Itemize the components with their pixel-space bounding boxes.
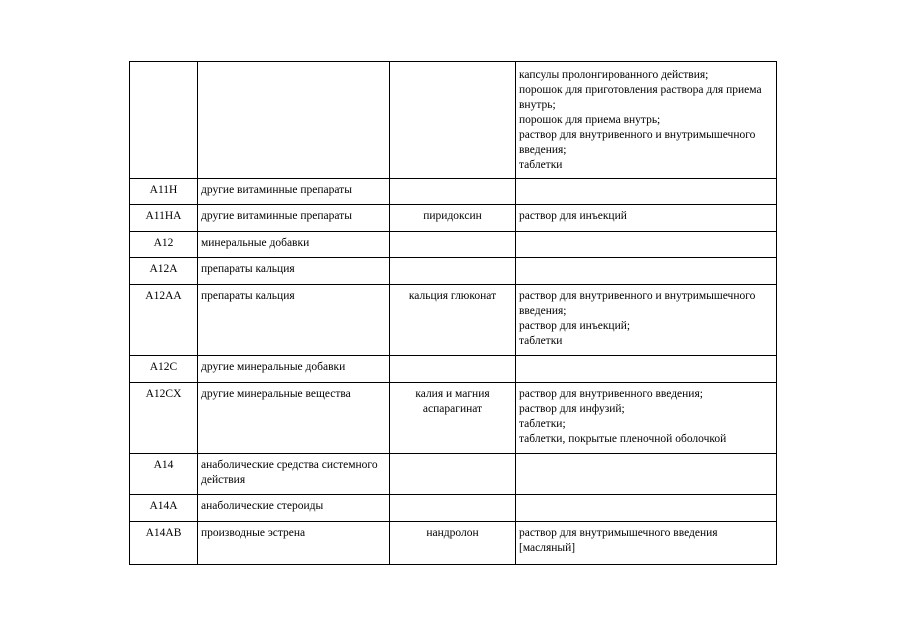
- group-name-cell: препараты кальция: [198, 258, 390, 285]
- dosage-form-cell: раствор для внутримышечного введения [масляный]: [516, 522, 777, 565]
- atc-code-cell: A11HA: [130, 205, 198, 232]
- table-row: [130, 205, 777, 232]
- group-name-cell: анаболические средства системного действия: [198, 454, 390, 495]
- group-name-cell: производные эстрена: [198, 522, 390, 565]
- group-name-cell: другие минеральные вещества: [198, 383, 390, 454]
- table-row: [130, 495, 777, 522]
- atc-code-cell: A14AB: [130, 522, 198, 565]
- table-row: [130, 522, 777, 565]
- table-row: [130, 356, 777, 383]
- atc-code-cell: A14: [130, 454, 198, 495]
- atc-code-cell: A12AA: [130, 285, 198, 356]
- dosage-form-cell: капсулы пролонгированного действия; порошок для приготовления раствора для приема внутрь; порошок для приема внутрь; раствор для внутривенного и внутримышечного введения; таблетки: [516, 62, 777, 179]
- dosage-form-cell: [516, 258, 777, 285]
- atc-code-cell: A14A: [130, 495, 198, 522]
- dosage-form-cell: [516, 232, 777, 258]
- drug-name-cell: [390, 232, 516, 258]
- dosage-form-cell: [516, 495, 777, 522]
- atc-code-cell: A12A: [130, 258, 198, 285]
- atc-code-cell: A11H: [130, 179, 198, 205]
- dosage-form-cell: [516, 179, 777, 205]
- atc-code-cell: A12CX: [130, 383, 198, 454]
- atc-code-cell: [130, 62, 198, 179]
- dosage-form-cell: раствор для внутривенного и внутримышечного введения; раствор для инъекций; таблетки: [516, 285, 777, 356]
- group-name-cell: [198, 62, 390, 179]
- dosage-form-cell: [516, 454, 777, 495]
- atc-code-cell: A12C: [130, 356, 198, 383]
- table-row: [130, 232, 777, 258]
- table-row: [130, 285, 777, 356]
- drug-name-cell: [390, 356, 516, 383]
- group-name-cell: другие витаминные препараты: [198, 179, 390, 205]
- drug-name-cell: пиридоксин: [390, 205, 516, 232]
- table-row: [130, 62, 777, 179]
- drug-name-cell: [390, 495, 516, 522]
- dosage-form-cell: [516, 356, 777, 383]
- table-row: [130, 179, 777, 205]
- drug-name-cell: калия и магния аспарагинат: [390, 383, 516, 454]
- table-row: [130, 258, 777, 285]
- group-name-cell: минеральные добавки: [198, 232, 390, 258]
- drug-name-cell: [390, 62, 516, 179]
- group-name-cell: анаболические стероиды: [198, 495, 390, 522]
- group-name-cell: препараты кальция: [198, 285, 390, 356]
- drug-name-cell: [390, 179, 516, 205]
- drug-name-cell: нандролон: [390, 522, 516, 565]
- dosage-form-cell: раствор для инъекций: [516, 205, 777, 232]
- drug-table: [129, 61, 777, 565]
- group-name-cell: другие минеральные добавки: [198, 356, 390, 383]
- table-row: [130, 383, 777, 454]
- drug-name-cell: [390, 454, 516, 495]
- group-name-cell: другие витаминные препараты: [198, 205, 390, 232]
- atc-code-cell: A12: [130, 232, 198, 258]
- drug-name-cell: кальция глюконат: [390, 285, 516, 356]
- table-row: [130, 454, 777, 495]
- drug-name-cell: [390, 258, 516, 285]
- dosage-form-cell: раствор для внутривенного введения; раствор для инфузий; таблетки; таблетки, покрытые пленочной оболочкой: [516, 383, 777, 454]
